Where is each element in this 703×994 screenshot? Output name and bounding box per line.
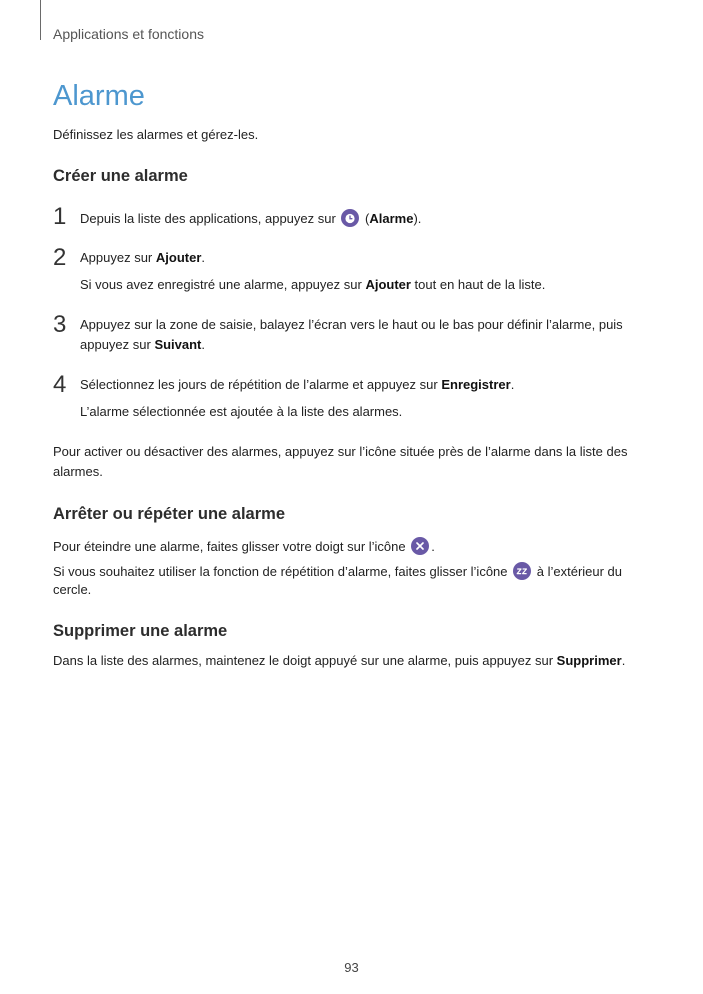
header-divider (40, 0, 41, 40)
heading-delete-alarm: Supprimer une alarme (53, 622, 228, 640)
page-subtitle: Définissez les alarmes et gérez-les. (53, 127, 259, 142)
step-2-subtext: Si vous avez enregistré une alarme, appuyez sur Ajouter tout en haut de la liste. (80, 277, 546, 292)
step-3-text-line2: appuyez sur Suivant. (80, 337, 206, 352)
step-number-2: 2 (53, 244, 67, 271)
toggle-note-line2: alarmes. (53, 464, 103, 479)
heading-create-alarm: Créer une alarme (53, 167, 188, 185)
page-number: 93 (344, 960, 359, 975)
stop-line1: Pour éteindre une alarme, faites glisser votre doigt sur l’icône . (53, 539, 435, 554)
stop-line2: Si vous souhaitez utiliser la fonction de répétition d’alarme, faites glisser l’icône à l’extérieur du (53, 564, 623, 579)
stop-line3: cercle. (53, 582, 92, 597)
step-4-subtext: L’alarme sélectionnée est ajoutée à la liste des alarmes. (80, 404, 403, 419)
step-number-4: 4 (53, 371, 67, 398)
heading-stop-alarm: Arrêter ou répéter une alarme (53, 505, 286, 523)
close-icon (411, 537, 429, 555)
step-3-text-line1: Appuyez sur la zone de saisie, balayez l’écran vers le haut ou le bas pour définir l’alarme, puis (80, 317, 623, 332)
step-2-text: Appuyez sur Ajouter. (80, 250, 205, 265)
step-number-3: 3 (53, 311, 67, 338)
toggle-note-line1: Pour activer ou désactiver des alarmes, appuyez sur l’icône située près de l’alarme dans la liste des (53, 444, 628, 459)
step-4-text: Sélectionnez les jours de répétition de l’alarme et appuyez sur Enregistrer. (80, 377, 515, 392)
step-number-1: 1 (53, 203, 67, 230)
step-1-text: Depuis la liste des applications, appuyez sur (Alarme). (80, 211, 422, 226)
snooze-icon (513, 562, 531, 580)
page-title: Alarme (53, 80, 145, 112)
clock-icon (341, 209, 359, 227)
section-header: Applications et fonctions (53, 26, 204, 42)
delete-text: Dans la liste des alarmes, maintenez le doigt appuyé sur une alarme, puis appuyez sur Supprimer. (53, 653, 626, 668)
